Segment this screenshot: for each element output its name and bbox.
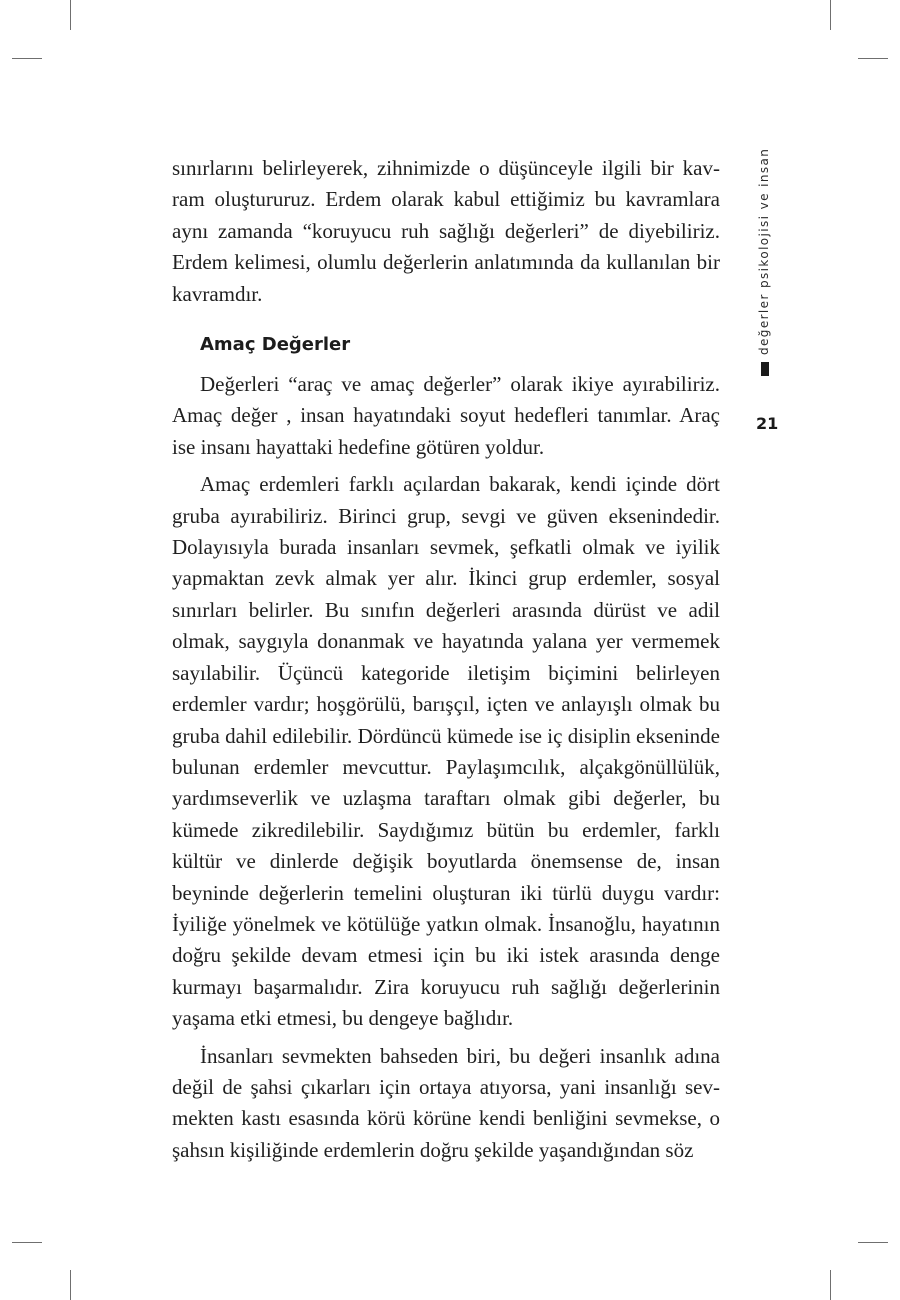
crop-mark [858,1242,888,1243]
crop-mark [70,1270,71,1300]
body-text [172,153,720,1172]
crop-mark [830,0,831,30]
paragraph: Değerleri “araç ve amaç değerler” olarak ikiye ayırabiliriz. Amaç değer , insan hayatındaki soyut hedefleri tanımlar. Araç ise insanı hayattaki hedefine götüren yoldur. [172,372,720,459]
crop-mark [12,1242,42,1243]
running-head-text: değerler psikolojisi ve insan [757,147,771,355]
crop-mark [858,58,888,59]
marker-bar [761,362,769,376]
paragraph: İnsanları sevmekten bahseden biri, bu değeri insanlık adına değil de şahsi çıkarları için ortaya atıyorsa, yani insanlığı sevmekten kastı esasında körü körüne kendi benliğini sevmekse, o şahsın kişiliğinde erdemlerin doğru şekilde yaşandığından söz [172,1043,720,1162]
section-heading: Amaç Değerler [200,334,351,356]
crop-mark [70,0,71,30]
paragraph: sınırlarını belirleyerek, zihnimizde o düşünceyle ilgili bir kavram oluştururuz. Erdem olarak kabul ettiğimiz bu kavramlara aynı zamanda “koruyucu ruh sağlığı değerleri” de diyebiliriz. Erdem kelimesi, olumlu değerlerin anlatımında da kullanılan bir kavramdır. [172,156,720,306]
paragraph: Amaç erdemleri farklı açılardan bakarak, kendi içinde dört gruba ayırabiliriz. Birinci grup, sevgi ve güven eksenindedir. Dolayısıyla burada insanları sevmek, şefkatli olmak ve iyilik yapmaktan zevk almak yer alır. İkinci grup erdemler, sosyal sınırları belirler. Bu sınıfın değerleri arasında dürüst ve adil olmak, saygıyla donanmak ve hayatında yalana yer vermemek sayılabilir. Üçüncü kategoride iletişim biçimini belirleyen erdemler vardır; hoşgörülü, barışçıl, içten ve anlayışlı olmak bu gruba dahil edilebilir. Dördüncü kümede ise iç disiplin ekseninde bulunan erdemler mevcuttur. Paylaşımcılık, alçakgönüllülük, yardımseverlik ve uzlaşma taraftarı olmak gibi değerler, bu kümede zikredilebilir. Saydığımız bütün bu erdemler, farklı kültür ve dinlerde değişik boyutlarda önemsense de, insan beyninde değerlerin temelini oluşturan iki türlü duygu vardır: İyiliğe yönelmek ve kötülüğe yatkın olmak. İnsanoğlu, hayatının doğru şekilde devam etmesi için bu iki istek arasında denge kurmayı başarmalıdır. Zira koruyucu ruh sağlığı değerlerinin yaşama etki etmesi, bu dengeye bağlıdır. [172,472,720,1031]
crop-mark [12,58,42,59]
crop-mark [830,1270,831,1300]
page-number: 21 [756,414,779,433]
